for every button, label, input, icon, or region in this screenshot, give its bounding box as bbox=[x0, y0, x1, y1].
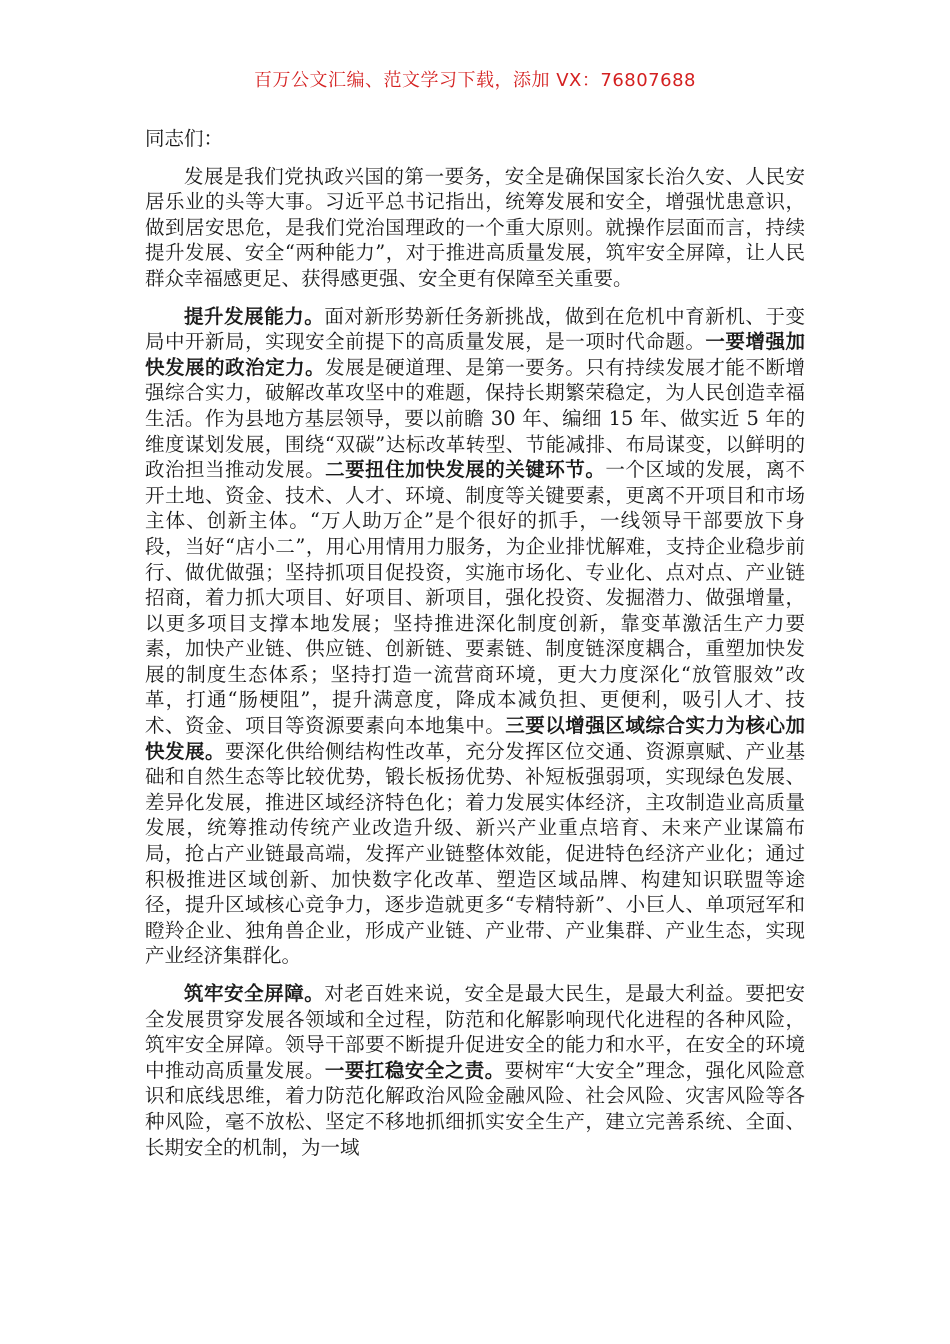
salutation: 同志们： bbox=[145, 127, 224, 150]
header-banner: 百万公文汇编、范文学习下载，添加 VX：76807688 bbox=[254, 70, 696, 91]
paragraph-text: 一个区域的发展，离不开土地、资金、技术、人才、环境、制度等关键要素，更离不开项目和市场主体、创新主体。“万人助万企”是个很好的抓手，一线领导干部要放下身段，当好“店小二”，用心用情用力服务，为企业排忧解难，支持企业稳步前行、做优做强；坚持抓项目促投资，实施市场化、专业化、点对点、产业链招商，着力抓大项目、好项目、新项目，强化投资、发掘潜力、做强增量，以更多项目支撑本地发展；坚持推进深化制度创新，靠变革激活生产力要素，加快产业链、供应链、创新链、要素链、制度链深度耦合，重塑加快发展的制度生态体系；坚持打造一流营商环境，更大力度深化“放管服效”改革，打通“肠梗阻”，提升满意度，降成本减负担、更便利，吸引人才、技术、资金、项目等资源要素向本地集中。 bbox=[145, 458, 805, 738]
point-heading-safety-duty: 一要扛稳安全之责。 bbox=[324, 1058, 505, 1082]
section-heading-security: 筑牢安全屏障。 bbox=[184, 982, 325, 1005]
intro-paragraph: 发展是我们党执政兴国的第一要务，安全是确保国家长治久安、人民安居乐业的头等大事。习近平总书记指出，统筹发展和安全，增强忧患意识，做到居安思危，是我们党治国理政的一个重大原则。就操作层面而言，持续提升发展、安全“两种能力”，对于推进高质量发展，筑牢安全屏障，让人民群众幸福感更足、获得感更强、安全更有保障至关重要。 bbox=[145, 164, 805, 290]
point-heading-key-links: 二要扭住加快发展的关键环节。 bbox=[325, 458, 606, 482]
paragraph-text: 要树牢“大安全”理念，强化风险意识和底线思维，着力防范化解政治风险金融风险、社会风险、灾害风险等各种风险，毫不放松、坚定不移地抓细抓实安全生产，建立完善系统、全面、长期安全的机制，为一域 bbox=[145, 1058, 805, 1159]
paragraph-text: 对老百姓来说，安全是最大民生，是最大利益。要把安全发展贯穿发展各领域和全过程，防范和化解影响现代化进程的各种风险，筑牢安全屏障。领导干部要不断提升促进安全的能力和水平，在安全的环境中推动高质量发展。 bbox=[145, 982, 805, 1082]
section-development-paragraph bbox=[145, 304, 805, 969]
point-heading-political-resolve: 一要增强加快发展的政治定力。 bbox=[145, 330, 805, 379]
paragraph-text: 要深化供给侧结构性改革，充分发挥区位交通、资源禀赋、产业基础和自然生态等比较优势，锻长板扬优势、补短板强弱项，实现绿色发展、差异化发展，推进区域经济特色化；着力发展实体经济，主攻制造业高质量发展，统筹推动传统产业改造升级、新兴产业重点培育、未来产业谋篇布局，抢占产业链最高端，发挥产业链整体效能，促进特色经济产业化；通过积极推进区域创新、加快数字化改革、塑造区域品牌、构建知识联盟等途径，提升区域核心竞争力，逐步造就更多“专精特新”、小巨人、单项冠军和瞪羚企业、独角兽企业，形成产业链、产业带、产业集群、产业生态，实现产业经济集群化。 bbox=[145, 739, 805, 968]
paragraph-text: 面对新形势新任务新挑战，做到在危机中育新机、于变局中开新局，实现安全前提下的高质量发展，是一项时代命题。 bbox=[145, 304, 805, 354]
paragraph-text: 发展是硬道理、是第一要务。只有持续发展才能不断增强综合实力，破解改革攻坚中的难题，保持长期繁荣稳定，为人民创造幸福生活。作为县地方基层领导，要以前瞻 30 年、编细 15 年、做实近 5 年的维度谋划发展，围绕“双碳”达标改革转型、节能减排、布局谋变，以鲜明的政治担当推动发展。 bbox=[145, 355, 805, 482]
section-security-paragraph bbox=[145, 981, 805, 1160]
document-body bbox=[145, 126, 805, 1172]
point-heading-regional-strength: 三要以增强区域综合实力为核心加快发展。 bbox=[145, 714, 805, 763]
section-heading-development: 提升发展能力。 bbox=[184, 304, 325, 328]
